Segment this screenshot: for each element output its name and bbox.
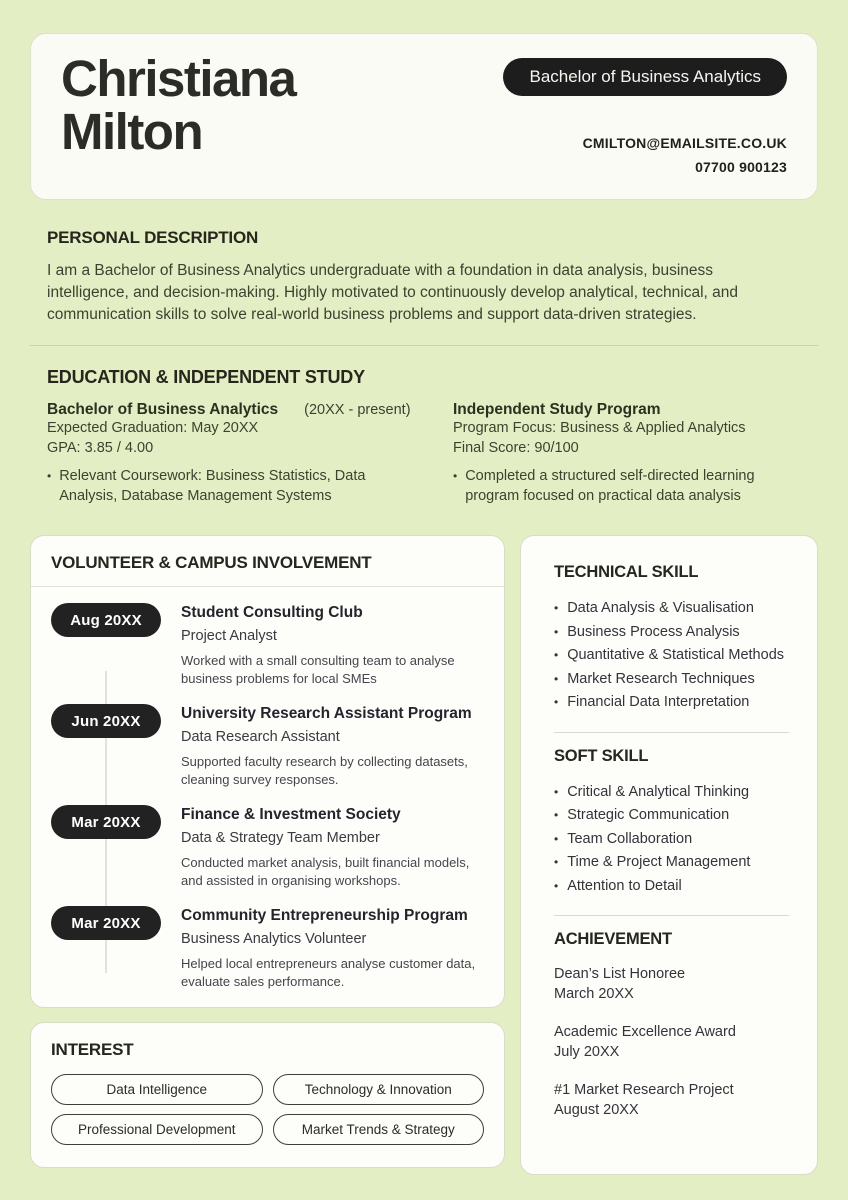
study-title: Independent Study Program — [453, 401, 661, 418]
skill-item: • Time & Project Management — [554, 851, 789, 875]
candidate-name — [61, 52, 295, 158]
personal-description-text: I am a Bachelor of Business Analytics undergraduate with a foundation in data analysis, business intelligence, and decision-making. Highly motivated to continuously develop analytical, technical, and communication skills to solve real-world business problems and support data-driven strategies. — [47, 262, 739, 323]
entry-description: Conducted market analysis, built financial models, and assisted in organising workshops. — [181, 855, 470, 888]
contact-block — [583, 131, 787, 179]
volunteer-heading: VOLUNTEER & CAMPUS INVOLVEMENT — [51, 553, 372, 572]
bullet-dot: • — [554, 855, 559, 869]
interest-tag: Data Intelligence — [51, 1074, 263, 1105]
interest-card — [30, 1022, 505, 1168]
bullet-dot: • — [554, 878, 559, 893]
personal-description-section — [47, 228, 773, 326]
skill-item: • Critical & Analytical Thinking — [554, 781, 789, 805]
skill-item: • Quantitative & Statistical Methods — [554, 644, 789, 668]
card-section-divider — [554, 732, 789, 733]
skill-item: • Business Process Analysis — [554, 621, 789, 645]
achievement-title: Academic Excellence Award — [554, 1024, 736, 1040]
bullet-dot: • — [554, 695, 559, 709]
bullet-dot: • — [554, 808, 559, 822]
timeline-entry — [51, 603, 484, 688]
achievement-heading: ACHIEVEMENT — [554, 930, 672, 948]
soft-skill-heading: SOFT SKILL — [554, 746, 649, 765]
entry-role: Project Analyst — [181, 628, 277, 644]
date-badge: Jun 20XX — [51, 704, 161, 738]
entry-description: Worked with a small consulting team to analyse business problems for local SMEs — [181, 653, 455, 686]
date-badge: Aug 20XX — [51, 603, 161, 637]
degree-badge: Bachelor of Business Analytics — [503, 58, 787, 96]
degree-gpa: GPA: 3.85 / 4.00 — [47, 439, 154, 456]
achievement-title: Dean’s List Honoree — [554, 966, 686, 982]
entry-content — [181, 805, 481, 890]
entry-content — [181, 906, 481, 991]
entry-role: Data & Strategy Team Member — [181, 830, 380, 846]
technical-skill-list — [554, 597, 789, 715]
education-columns — [47, 401, 819, 506]
education-degree-column — [47, 401, 453, 506]
volunteer-timeline — [31, 587, 504, 991]
entry-description: Supported faculty research by collecting datasets, cleaning survey responses. — [181, 754, 468, 787]
candidate-first-name: Christiana — [61, 50, 296, 107]
soft-skill-list — [554, 781, 789, 899]
skill-item: • Data Analysis & Visualisation — [554, 597, 789, 621]
date-badge: Mar 20XX — [51, 906, 161, 940]
timeline-entry — [51, 906, 484, 991]
bullet-dot: • — [554, 648, 559, 662]
achievement-item — [554, 964, 789, 1004]
phone-text: 07700 900123 — [695, 159, 787, 175]
education-study-column — [453, 401, 813, 506]
volunteer-card — [30, 535, 505, 1008]
entry-content — [181, 603, 481, 688]
entry-title: Student Consulting Club — [181, 604, 363, 621]
timeline-entry — [51, 805, 484, 890]
bullet-dot: • — [453, 469, 458, 483]
bullet-dot: • — [554, 671, 559, 686]
education-heading: EDUCATION & INDEPENDENT STUDY — [47, 367, 365, 387]
entry-description: Helped local entrepreneurs analyse customer data, evaluate sales performance. — [181, 956, 476, 989]
card-section-divider — [554, 915, 789, 916]
skill-item: • Team Collaboration — [554, 828, 789, 852]
achievement-title: #1 Market Research Project — [554, 1082, 734, 1098]
achievement-date: August 20XX — [554, 1102, 639, 1118]
achievement-date: March 20XX — [554, 986, 634, 1002]
achievement-item — [554, 1080, 789, 1120]
interest-tag-grid — [51, 1074, 484, 1145]
personal-description-heading: PERSONAL DESCRIPTION — [47, 228, 259, 247]
interest-tag: Technology & Innovation — [273, 1074, 485, 1105]
bullet-dot: • — [554, 624, 559, 639]
candidate-last-name: Milton — [61, 103, 203, 160]
study-focus: Program Focus: Business & Applied Analytics — [453, 420, 746, 436]
date-badge: Mar 20XX — [51, 805, 161, 839]
skill-item: • Attention to Detail — [554, 875, 789, 899]
degree-graduation: Expected Graduation: May 20XX — [47, 420, 259, 436]
entry-title: Community Entrepreneurship Program — [181, 907, 468, 924]
skill-item: • Financial Data Interpretation — [554, 691, 789, 715]
degree-title: Bachelor of Business Analytics — [47, 401, 279, 418]
study-score: Final Score: 90/100 — [453, 439, 579, 456]
bullet-dot: • — [554, 601, 559, 615]
entry-title: Finance & Investment Society — [181, 806, 401, 823]
entry-role: Data Research Assistant — [181, 729, 340, 745]
skill-item: • Market Research Techniques — [554, 668, 789, 692]
skill-item: • Strategic Communication — [554, 804, 789, 828]
achievement-date: July 20XX — [554, 1044, 620, 1060]
bullet-dot: • — [47, 469, 52, 483]
interest-heading: INTEREST — [51, 1040, 134, 1059]
entry-content — [181, 704, 481, 789]
header-card — [30, 33, 818, 200]
email-text: CMILTON@EMAILSITE.CO.UK — [582, 135, 787, 151]
entry-title: University Research Assistant Program — [181, 705, 472, 722]
degree-period: (20XX - present) — [304, 402, 411, 418]
entry-role: Business Analytics Volunteer — [181, 931, 367, 947]
achievement-item — [554, 1022, 789, 1062]
timeline-entry — [51, 704, 484, 789]
skills-card — [520, 535, 818, 1175]
section-divider — [30, 345, 818, 346]
technical-skill-heading: TECHNICAL SKILL — [554, 563, 699, 581]
interest-tag: Professional Development — [51, 1114, 263, 1145]
interest-tag: Market Trends & Strategy — [273, 1114, 485, 1145]
bullet-dot: • — [554, 831, 559, 846]
education-section — [47, 367, 819, 506]
degree-coursework: • Relevant Coursework: Business Statistics, Data Analysis, Database Management Systems — [47, 468, 366, 504]
study-bullet: • Completed a structured self-directed learning program focused on practical data analysis — [453, 468, 755, 504]
bullet-dot: • — [554, 784, 559, 799]
